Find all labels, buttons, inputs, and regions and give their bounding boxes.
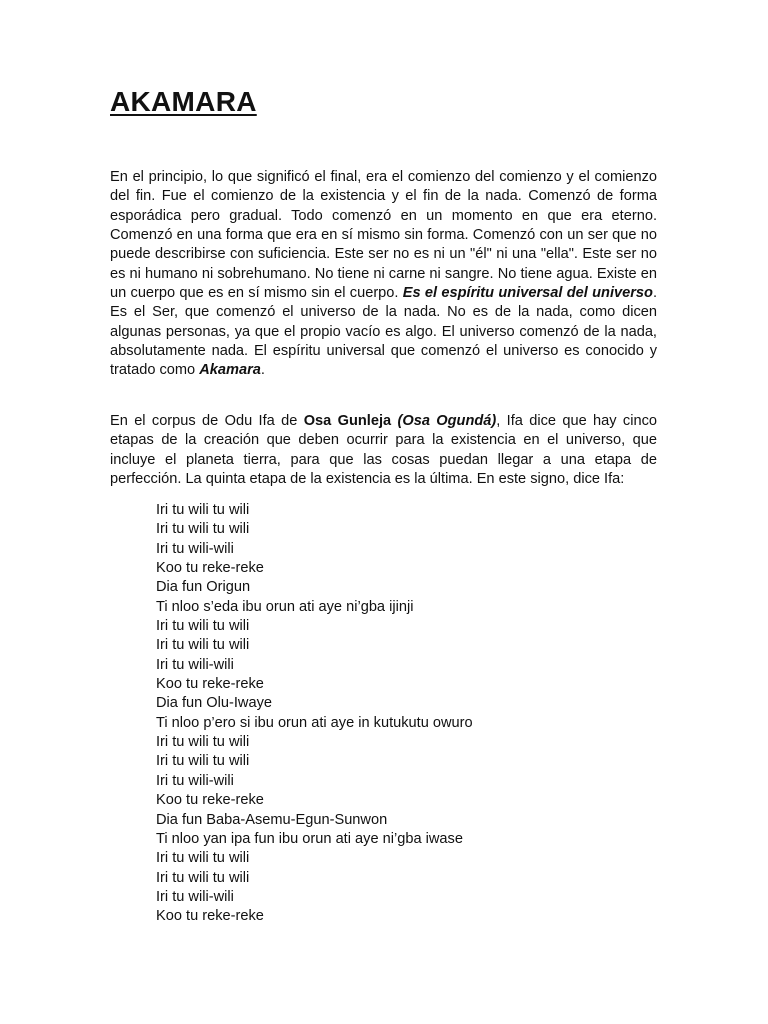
- verse-line: Dia fun Baba-Asemu-Egun-Sunwon: [156, 811, 388, 828]
- verse-line: Iri tu wili tu wili: [156, 521, 250, 538]
- intro-emphasis-universal-spirit: Es el espíritu universal del universo: [402, 285, 653, 302]
- intro-text-1: En el principio, lo que significó el final, era el comienzo del comienzo y el comienzo del fin. Fue el comienzo de la existencia y el fin de la nada. Comenzó de forma esporádica pero gradual. Todo comenzó en un momento en que era eterno. Comenzó en una forma que era en sí mismo sin forma. Comenzó con un ser que no puede describirse con suficiencia. Este ser no es ni un "él" ni una "ella". Este ser no es ni humano ni sobrehumano. No tiene ni carne ni sangre. No tiene agua. Existe en un cuerpo que es en sí mismo sin el cuerpo.: [110, 169, 657, 302]
- verse-line: Iri tu wili-wili: [156, 540, 234, 557]
- document-title: AKAMARA: [110, 86, 257, 117]
- verse-line: Iri tu wili tu wili: [156, 869, 250, 886]
- odu-text-1: En el corpus de Odu Ifa de: [110, 413, 304, 429]
- verse-line: Iri tu wili tu wili: [156, 637, 250, 654]
- intro-emphasis-akamara: Akamara: [199, 362, 261, 379]
- intro-paragraph: [110, 168, 657, 381]
- odu-bold-osa-gunleja: Osa Gunleja: [303, 413, 392, 429]
- verse-line: Dia fun Origun: [156, 579, 251, 596]
- verse-line: Dia fun Olu-Iwaye: [156, 695, 272, 712]
- verse-line: Koo tu reke-reke: [156, 792, 264, 809]
- verse-line: Koo tu reke-reke: [156, 560, 264, 577]
- intro-text-2: . Es el Ser, que comenzó el universo de la nada. No es de la nada, como dicen algunas personas, ya que el propio vacío es algo. El universo comenzó de la nada, absolutamente nada. El espíritu universal que comenzó el universo es conocido y tratado como: [110, 285, 657, 379]
- verse-line: Iri tu wili tu wili: [156, 618, 250, 635]
- verse-line: Koo tu reke-reke: [156, 676, 264, 693]
- odu-ifa-paragraph: [110, 412, 657, 489]
- verse-line: Iri tu wili-wili: [156, 888, 234, 905]
- verse-line: Iri tu wili-wili: [156, 772, 234, 789]
- odu-emphasis-osa-ogunda: (Osa Ogundá): [397, 413, 497, 429]
- verse-line: Iri tu wili tu wili: [156, 850, 250, 867]
- verse-line: Iri tu wili-wili: [156, 656, 234, 673]
- intro-text-3: .: [260, 362, 265, 379]
- verse-line: Ti nloo p’ero si ibu orun ati aye in kutukutu owuro: [156, 714, 473, 731]
- odu-text-2: , Ifa dice que hay cinco etapas de la creación que deben ocurrir para la existencia en el universo, que incluye el planeta tierra, para que las cosas puedan llegar a una etapa de perfección. La quinta etapa de la existencia es la última. En este signo, dice Ifa:: [110, 413, 657, 488]
- verse-line: Ti nloo s’eda ibu orun ati aye ni’gba ijinji: [156, 598, 414, 615]
- verse-line: Iri tu wili tu wili: [156, 753, 250, 770]
- verse-line: Ti nloo yan ipa fun ibu orun ati aye ni’gba iwase: [156, 830, 463, 847]
- verse-line: Koo tu reke-reke: [156, 908, 264, 925]
- verse-line: Iri tu wili tu wili: [156, 502, 250, 518]
- verse-line: Iri tu wili tu wili: [156, 734, 250, 751]
- verse-list: [156, 501, 473, 927]
